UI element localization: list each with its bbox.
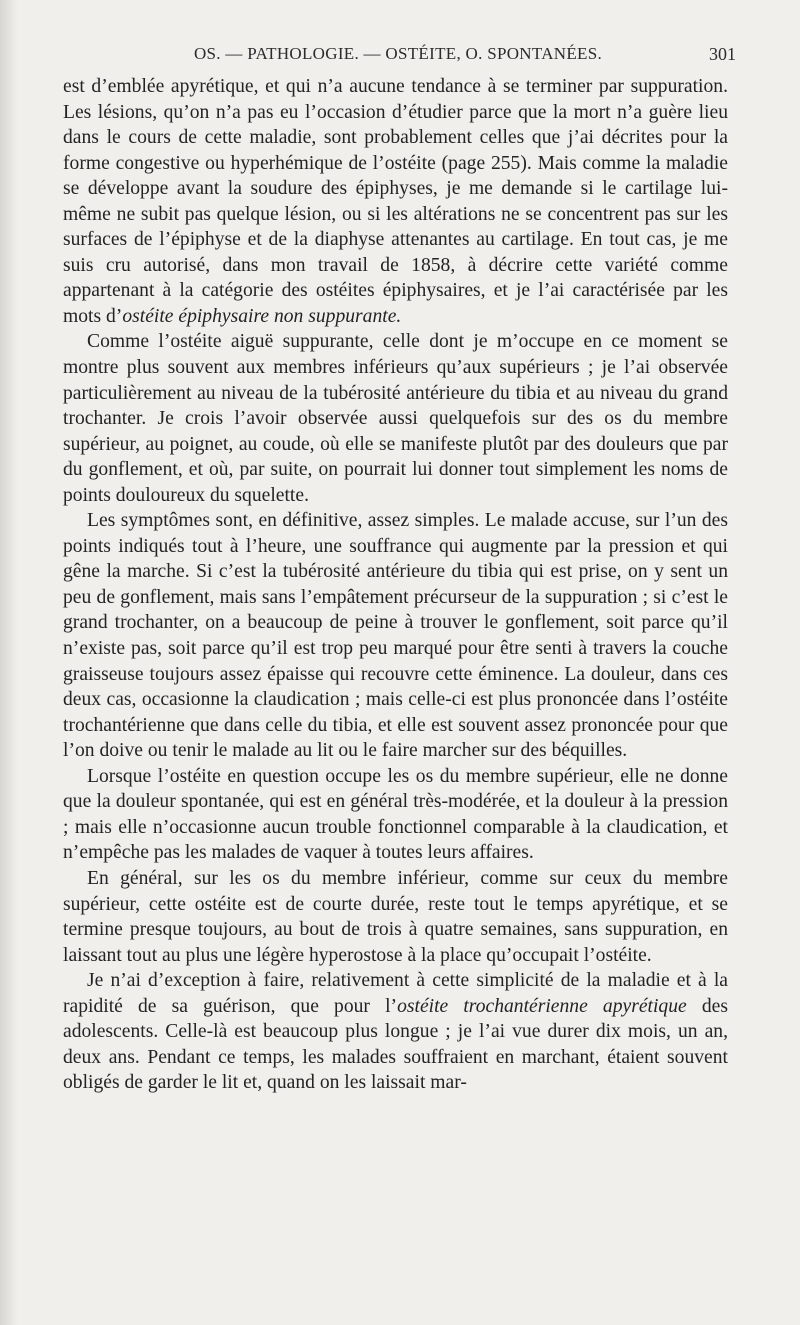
- text-run: Les symptômes sont, en définitive, assez simples. Le malade accuse, sur l’un des points indiqués tout à l’heure, une souffrance qui augmente par la pression et qui gêne la marche. Si c’est la tubérosité antérieure du tibia qui est prise, on y sent un peu de gonflement, mais sans l’empâtement précurseur de la suppuration ; si c’est le grand trochanter, on a beaucoup de peine à trouver le gonflement, soit parce qu’il n’existe pas, soit parce qu’il est trop peu marqué pour être senti à travers la couche graisseuse toujours assez épaisse qui recouvre cette éminence. La douleur, dans ces deux cas, occasionne la claudication ; mais celle-ci est plus prononcée dans l’ostéite trochantérienne que dans celle du tibia, et elle est souvent assez prononcée pour que l’on doive ou tenir le malade au lit ou le faire marcher sur des béquilles.: [63, 510, 728, 762]
- paragraph: [63, 329, 728, 508]
- paragraph: [63, 866, 728, 968]
- text-run: des adolescents. Celle-là est beaucoup plus longue ; je l’ai vue durer dix mois, un an, deux ans. Pendant ce temps, les malades souffraient en marchant, étaient souvent obligés de garder le lit et, quand on les laissait mar-: [63, 995, 728, 1094]
- body-text: [63, 74, 728, 1096]
- text-run: En général, sur les os du membre inférieur, comme sur ceux du membre supérieur, cette ostéite est de courte durée, reste tout le temps apyrétique, et se termine presque toujours, au bout de trois à quatre semaines, sans suppuration, en laissant tout au plus une légère hyperostose à la place qu’occupait l’ostéite.: [63, 867, 728, 966]
- page-gutter-shadow: [0, 0, 18, 1325]
- text-run: Comme l’ostéite aiguë suppurante, celle dont je m’occupe en ce moment se montre plus souvent aux membres inférieurs qu’aux supérieurs ; je l’ai observée particulièrement au niveau de la tubérosité antérieure du tibia et au niveau du grand trochanter. Je crois l’avoir observée aussi quelquefois sur des os du membre supérieur, au poignet, au coude, où elle se manifeste plutôt par des douleurs que par du gonflement, et où, par suite, on pourrait lui donner tout simplement les noms de points douloureux du squelette.: [63, 331, 728, 506]
- page-number: 301: [709, 44, 736, 64]
- text-run: Lorsque l’ostéite en question occupe les os du membre supérieur, elle ne donne que la douleur spontanée, qui est en général très-modérée, et la douleur à la pression ; mais elle n’occasionne aucun trouble fonctionnel comparable à la claudication, et n’empêche pas les malades de vaquer à toutes leurs affaires.: [63, 765, 728, 864]
- paragraph: [63, 508, 728, 763]
- text-run: Je n’ai d’exception à faire, relativement à cette simplicité de la maladie et à la rapidité de sa guérison, que pour l’: [63, 970, 728, 1017]
- paragraph: [63, 968, 728, 1096]
- italic-term: ostéite trochantérienne apyrétique: [397, 995, 687, 1017]
- running-title: OS. — PATHOLOGIE. — OSTÉITE, O. SPONTANÉES.: [193, 44, 603, 63]
- running-header: [60, 44, 736, 70]
- italic-term: ostéite épiphysaire non suppurante.: [122, 305, 402, 327]
- text-run: est d’emblée apyrétique, et qui n’a aucune tendance à se terminer par suppuration. Les lésions, qu’on n’a pas eu l’occasion d’étudier parce que la mort n’a guère lieu dans le cours de cette maladie, sont probablement celles que j’ai décrites pour la forme congestive ou hyperhémique de l’ostéite (page 255). Mais comme la maladie se développe avant la soudure des épiphyses, je me demande si le cartilage lui-même ne subit pas quelque lésion, ou si les altérations ne se concentrent pas sur les surfaces de l’épiphyse et de la diaphyse attenantes au cartilage. En tout cas, je me suis cru autorisé, dans mon travail de 1858, à décrire cette variété comme appartenant à la catégorie des ostéites épiphysaires, et je l’ai caractérisée par les mots d’: [63, 76, 728, 327]
- paragraph: [63, 764, 728, 866]
- paragraph: [63, 74, 728, 329]
